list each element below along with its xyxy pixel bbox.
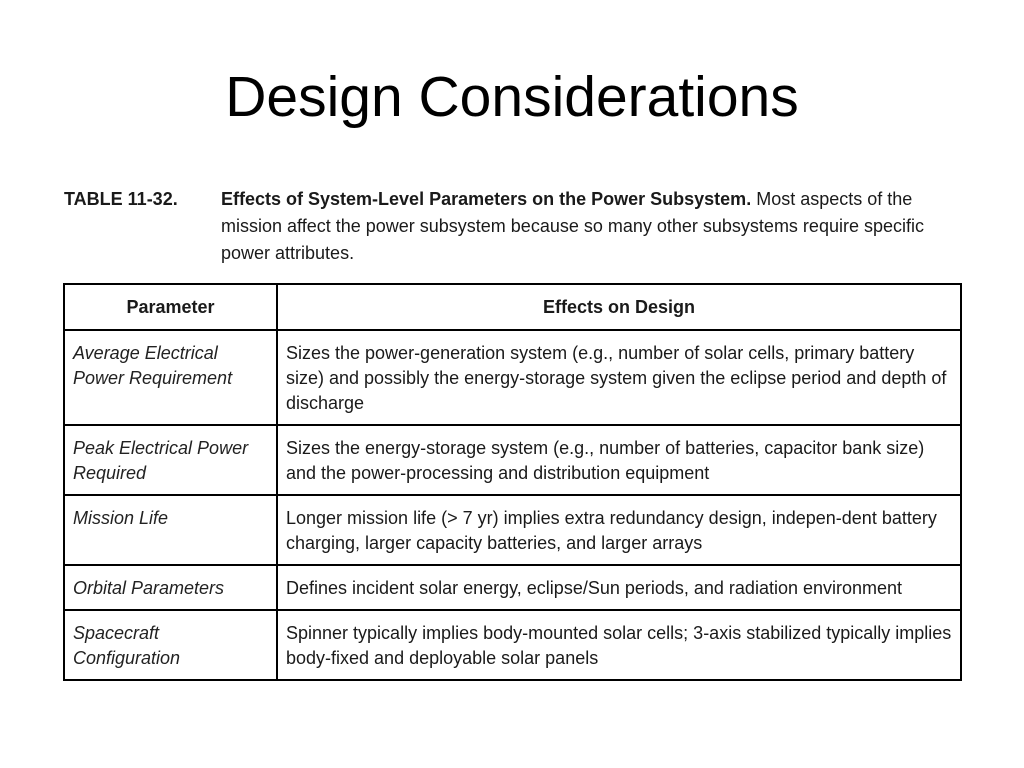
effect-cell: Spinner typically implies body-mounted solar cells; 3-axis stabilized typically implies body-fixed and deployable solar panels <box>277 610 961 680</box>
effect-cell: Sizes the energy-storage system (e.g., number of batteries, capacitor bank size) and the power-processing and distribution equipment <box>277 425 961 495</box>
parameter-cell: Mission Life <box>64 495 277 565</box>
parameter-cell: Orbital Parameters <box>64 565 277 610</box>
header-parameter: Parameter <box>64 284 277 330</box>
effect-cell: Longer mission life (> 7 yr) implies extra redundancy design, indepen-dent battery charging, larger capacity batteries, and larger arrays <box>277 495 961 565</box>
parameter-cell: Average Electrical Power Requirement <box>64 330 277 425</box>
parameter-cell: Peak Electrical Power Required <box>64 425 277 495</box>
effect-cell: Sizes the power-generation system (e.g., number of solar cells, primary battery size) and possibly the energy-storage system given the eclipse period and depth of discharge <box>277 330 961 425</box>
caption-bold-text: Effects of System-Level Parameters on the Power Subsystem. <box>221 189 752 209</box>
slide-title: Design Considerations <box>225 65 799 129</box>
caption-label: TABLE 11-32. <box>64 189 178 209</box>
parameter-cell: Spacecraft Configuration <box>64 610 277 680</box>
effect-cell: Defines incident solar energy, eclipse/Sun periods, and radiation environment <box>277 565 961 610</box>
caption-text <box>221 186 963 267</box>
table-row <box>64 495 961 565</box>
table-header-row <box>64 284 961 330</box>
table-row <box>64 425 961 495</box>
table-row <box>64 330 961 425</box>
header-effects: Effects on Design <box>277 284 961 330</box>
table-row <box>64 610 961 680</box>
caption-body-text: Most aspects of the mission affect the power subsystem because so many other subsystems require specific power attributes. <box>221 189 924 263</box>
table-row <box>64 565 961 610</box>
design-table <box>63 283 962 681</box>
